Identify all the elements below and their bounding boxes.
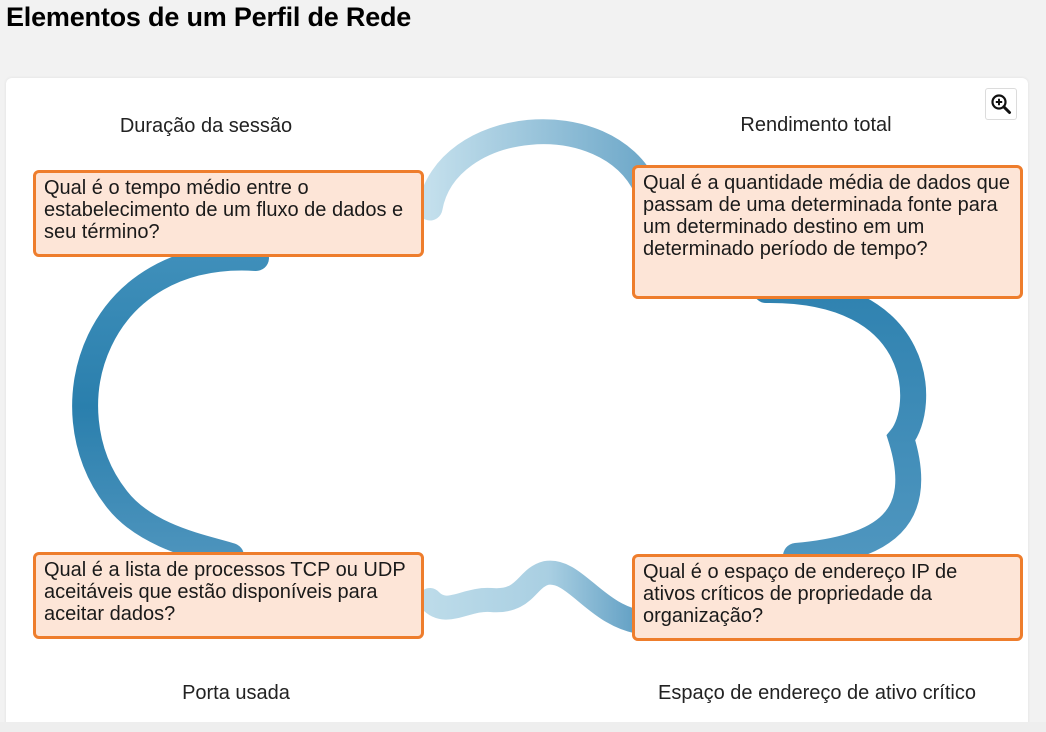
page-title: Elementos de um Perfil de Rede xyxy=(6,2,412,32)
bottom-strip xyxy=(0,722,1046,732)
label-critical-asset-address-space: Espaço de endereço de ativo crítico xyxy=(658,682,976,704)
cloud-bottom-wave xyxy=(430,573,646,623)
label-ports-used: Porta usada xyxy=(182,682,290,704)
cloud-left-arc xyxy=(85,258,256,556)
label-throughput: Rendimento total xyxy=(740,114,892,136)
question-box-critical-asset-address-space[interactable]: Qual é o espaço de endereço IP de ativos críticos de propriedade da organização? xyxy=(632,554,1023,641)
network-profile-card xyxy=(6,78,1028,732)
label-session-duration: Duração da sessão xyxy=(119,115,293,137)
question-box-session-duration[interactable]: Qual é o tempo médio entre o estabelecimento de um fluxo de dados e seu término? xyxy=(33,170,424,257)
cloud-top-arc xyxy=(430,132,646,208)
zoom-in-button[interactable] xyxy=(985,88,1017,120)
zoom-in-icon xyxy=(990,93,1012,115)
question-box-ports-used[interactable]: Qual é a lista de processos TCP ou UDP aceitáveis que estão disponíveis para aceitar dados? xyxy=(33,552,424,639)
question-box-throughput[interactable]: Qual é a quantidade média de dados que passam de uma determinada fonte para um determinado destino em um determinado período de tempo? xyxy=(632,165,1023,299)
cloud-right-arc xyxy=(766,290,913,556)
